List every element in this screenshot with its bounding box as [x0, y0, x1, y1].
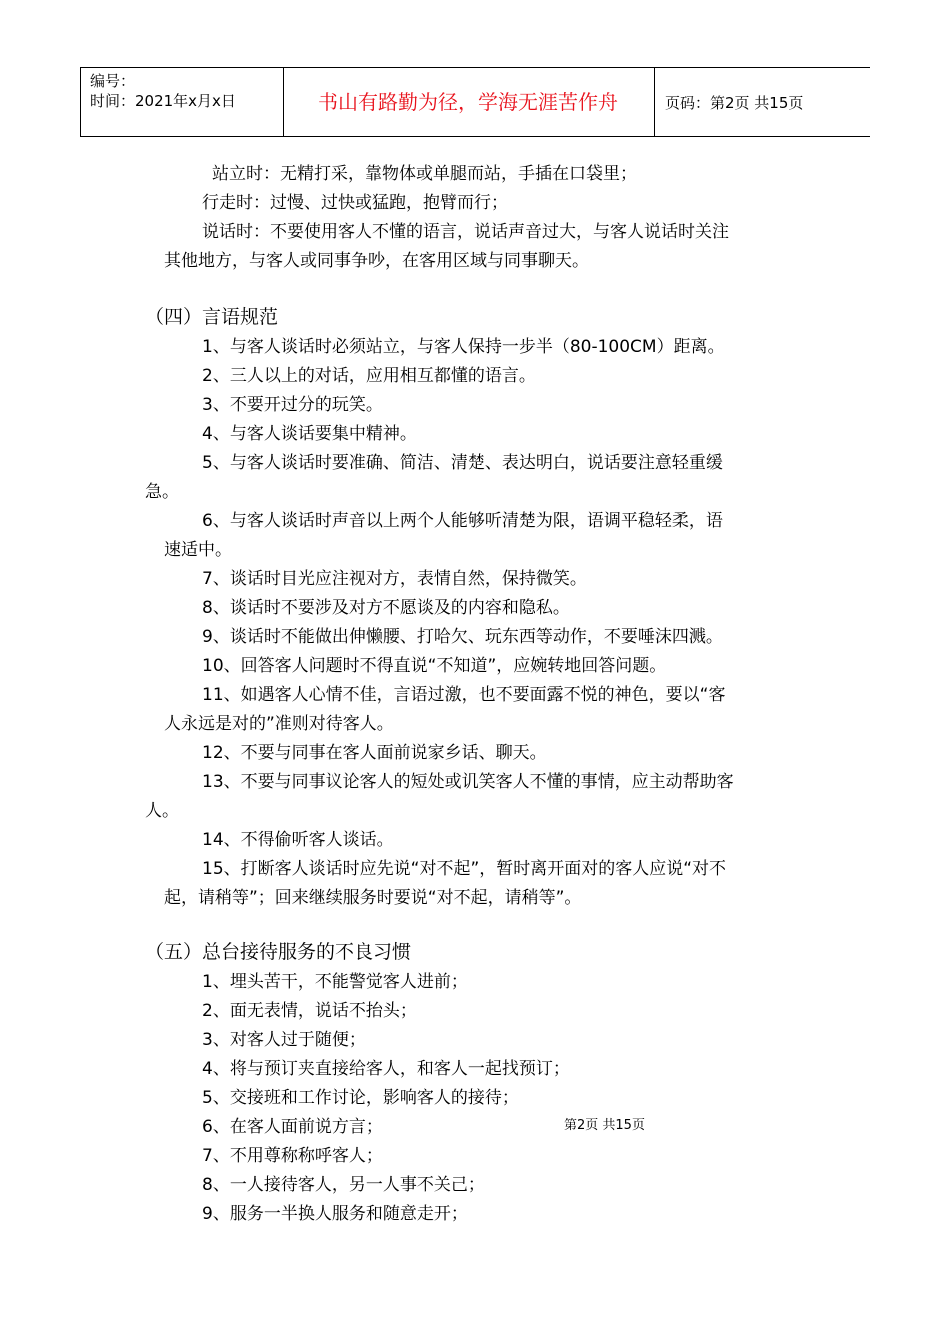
section-4-line: 7、谈话时目光应注视对方，表情自然，保持微笑。: [202, 569, 587, 589]
intro-line: 行走时：过慢、过快或猛跑，抱臂而行；: [202, 193, 508, 213]
number-label: 编号：: [90, 72, 136, 90]
header-motto: 书山有路勤为径，学海无涯苦作舟: [318, 90, 618, 114]
page-footer: 第2页 共15页: [564, 1118, 645, 1133]
section-5-title: （五）总台接待服务的不良习惯: [145, 941, 412, 963]
section-4-line: 10、回答客人问题时不得直说“不知道”，应婉转地回答问题。: [202, 656, 667, 676]
time-label: 时间：2021年x月x日: [90, 92, 236, 110]
section-4-line: 4、与客人谈话要集中精神。: [202, 424, 417, 444]
section-4-line: 3、不要开过分的玩笑。: [202, 395, 383, 415]
section-5-line: 2、面无表情，说话不抬头；: [202, 1001, 417, 1021]
intro-line: 站立时：无精打采，靠物体或单腿而站，手插在口袋里；: [212, 164, 637, 184]
section-4-line: 5、与客人谈话时要准确、简洁、清楚、表达明白，说话要注意轻重缓: [202, 453, 723, 473]
section-4-line: 14、不得偷听客人谈话。: [202, 830, 394, 850]
section-4-line: 15、打断客人谈话时应先说“对不起”，暂时离开面对的客人应说“对不: [202, 859, 727, 879]
section-5-line: 8、一人接待客人，另一人事不关己；: [202, 1175, 485, 1195]
section-4-title: （四）言语规范: [145, 306, 279, 328]
section-5-line: 9、服务一半换人服务和随意走开；: [202, 1204, 468, 1224]
section-4-line: 6、与客人谈话时声音以上两个人能够听清楚为限，语调平稳轻柔，语: [202, 511, 723, 531]
intro-line: 说话时：不要使用客人不懂的语言，说话声音过大，与客人说话时关注: [202, 222, 729, 242]
section-5-line: 7、不用尊称称呼客人；: [202, 1146, 383, 1166]
section-4-line: 速适中。: [164, 540, 232, 560]
section-4-line: 1、与客人谈话时必须站立，与客人保持一步半（80-100CM）距离。: [202, 337, 725, 357]
section-4-line: 13、不要与同事议论客人的短处或讥笑客人不懂的事情，应主动帮助客: [202, 772, 734, 792]
section-5-line: 1、埋头苦干，不能警觉客人进前；: [202, 972, 468, 992]
section-4-line: 11、如遇客人心情不佳，言语过激，也不要面露不悦的神色，要以“客: [202, 685, 726, 705]
header-table: [80, 67, 870, 137]
section-5-line: 3、对客人过于随便；: [202, 1030, 366, 1050]
header-meta-cell: [80, 68, 284, 136]
section-4-line: 人。: [145, 801, 179, 821]
section-5-line: 5、交接班和工作讨论，影响客人的接待；: [202, 1088, 519, 1108]
section-4-line: 急。: [145, 482, 179, 502]
section-5-line: 4、将与预订夹直接给客人，和客人一起找预订；: [202, 1059, 570, 1079]
section-4-line: 8、谈话时不要涉及对方不愿谈及的内容和隐私。: [202, 598, 570, 618]
header-page-info: 页码：第2页 共15页: [665, 94, 804, 112]
section-4-line: 9、谈话时不能做出伸懒腰、打哈欠、玩东西等动作，不要唾沫四溅。: [202, 627, 723, 647]
header-page-cell: [654, 68, 871, 136]
section-4-line: 人永远是对的”准则对待客人。: [164, 714, 394, 734]
section-4-line: 12、不要与同事在客人面前说家乡话、聊天。: [202, 743, 547, 763]
section-4-line: 起，请稍等”；回来继续服务时要说“对不起，请稍等”。: [164, 888, 582, 908]
section-4-line: 2、三人以上的对话，应用相互都懂的语言。: [202, 366, 536, 386]
intro-line: 其他地方，与客人或同事争吵，在客用区域与同事聊天。: [164, 251, 589, 271]
section-5-line: 6、在客人面前说方言；: [202, 1117, 383, 1137]
